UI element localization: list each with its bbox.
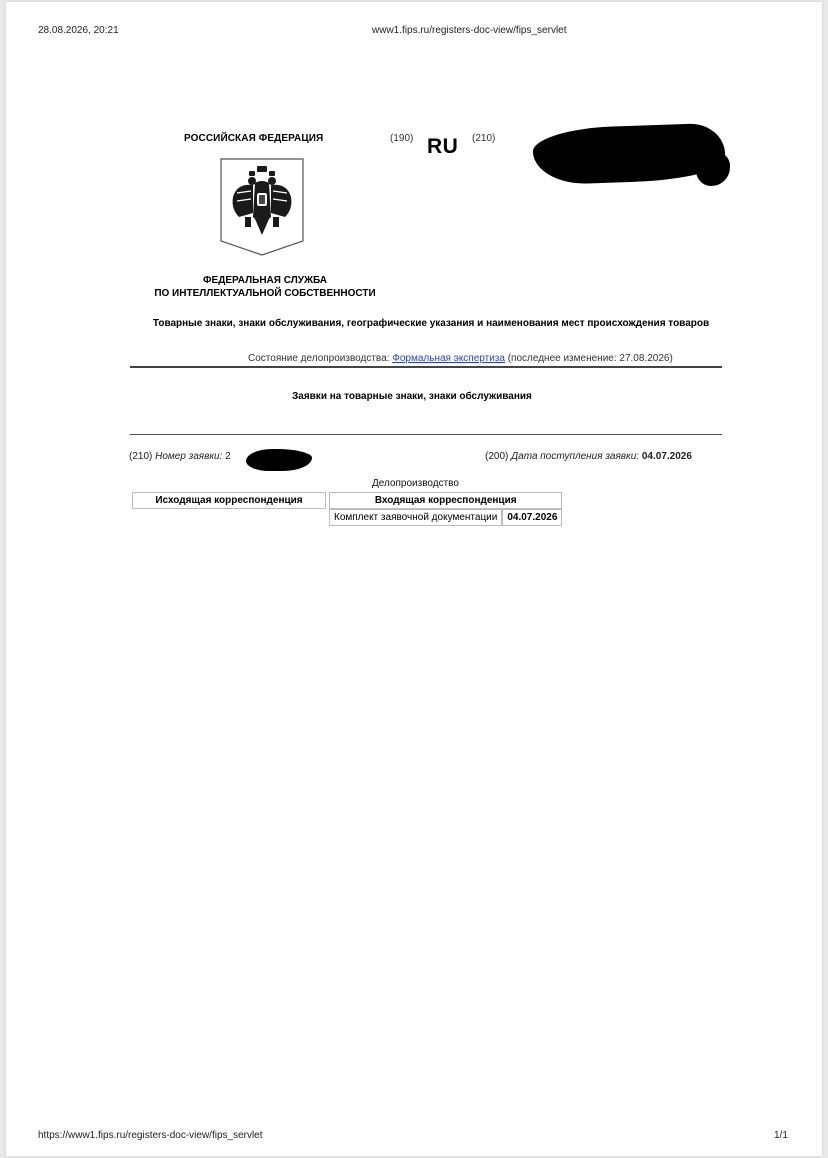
- country-name: РОССИЙСКАЯ ФЕДЕРАЦИЯ: [184, 133, 324, 144]
- register-title: Товарные знаки, знаки обслуживания, географические указания и наименования мест происхождения товаров: [152, 318, 710, 329]
- application-number-code: (210): [129, 451, 156, 462]
- section-title: Заявки на товарные знаки, знаки обслуживания: [292, 391, 532, 402]
- incoming-doc-date: 04.07.2026: [502, 509, 562, 526]
- status-label: Состояние делопроизводства:: [248, 353, 393, 364]
- footer-page-number: 1/1: [774, 1130, 788, 1141]
- print-url: www1.fips.ru/registers-doc-view/fips_servlet: [372, 25, 567, 36]
- coat-of-arms-emblem: [219, 157, 305, 257]
- document-page: [6, 2, 822, 1156]
- federal-service-line-2: ПО ИНТЕЛЛЕКТУАЛЬНОЙ СОБСТВЕННОСТИ: [154, 288, 376, 299]
- application-date-label: Дата поступления заявки:: [511, 451, 640, 462]
- redacted-number-mark-tail: [696, 152, 730, 186]
- inid-190: (190): [390, 133, 414, 144]
- proceedings-status: [248, 353, 673, 364]
- redacted-application-number: [246, 449, 312, 471]
- outgoing-table: [132, 492, 326, 509]
- divider-top: [130, 366, 722, 368]
- federal-service-name: [126, 274, 404, 300]
- application-date-code: (200): [485, 451, 512, 462]
- status-link[interactable]: Формальная экспертиза: [392, 353, 505, 364]
- footer-url: https://www1.fips.ru/registers-doc-view/fips_servlet: [38, 1130, 263, 1141]
- application-number-visible: 2: [225, 451, 231, 462]
- divider-bottom: [130, 434, 722, 435]
- incoming-header: Входящая корреспонденция: [329, 492, 562, 509]
- federal-service-line-1: ФЕДЕРАЛЬНАЯ СЛУЖБА: [202, 275, 328, 286]
- table-row: [329, 509, 562, 526]
- correspondence-title: Делопроизводство: [372, 478, 459, 489]
- outgoing-header: Исходящая корреспонденция: [132, 492, 326, 509]
- incoming-table: [329, 492, 562, 526]
- application-number-label: Номер заявки:: [155, 451, 223, 462]
- country-code: RU: [427, 135, 459, 158]
- application-number-field: [129, 451, 231, 462]
- application-date-value: 04.07.2026: [641, 451, 692, 462]
- inid-210: (210): [472, 133, 496, 144]
- incoming-doc-name: Комплект заявочной документации: [329, 509, 502, 526]
- status-suffix: (последнее изменение: 27.08.2026): [504, 353, 673, 364]
- application-date-field: [485, 451, 692, 462]
- print-datetime: 28.08.2026, 20:21: [38, 25, 119, 36]
